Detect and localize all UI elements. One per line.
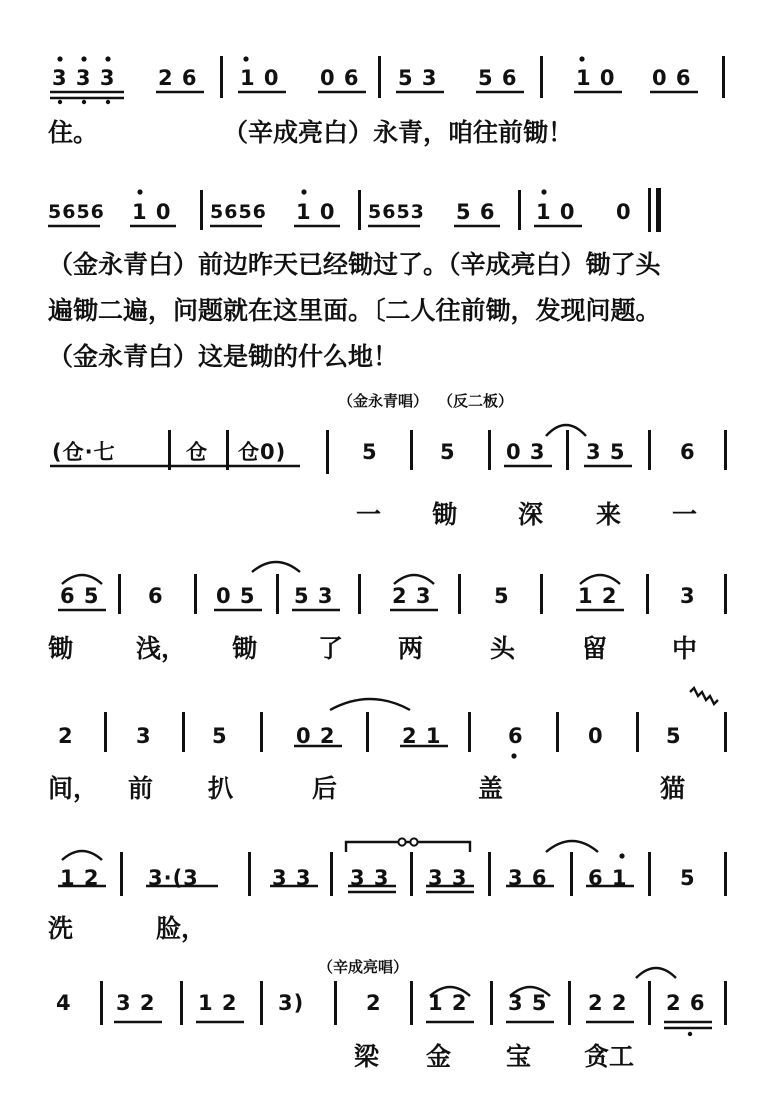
lyric-char: 脸， <box>156 914 207 943</box>
barline <box>358 574 361 614</box>
note-group: 1 0 <box>132 200 172 224</box>
note-group: (仓·七 <box>52 440 116 464</box>
note-group: 2 1 <box>402 724 442 748</box>
barline <box>648 981 651 1025</box>
note-group: 仓0) <box>238 440 287 464</box>
lyric-char: 梁 <box>354 1042 380 1071</box>
note-group: 0 6 <box>652 66 692 90</box>
barline <box>410 981 413 1025</box>
barline <box>566 430 569 470</box>
note-group: 6 5 <box>60 584 100 608</box>
note-group: 0 3 <box>506 440 546 464</box>
lyric-char: 来 <box>596 500 622 529</box>
note-group: 6 <box>680 440 696 464</box>
barline <box>646 574 649 614</box>
lyric-char: 头 <box>490 634 516 663</box>
barline <box>724 430 727 470</box>
dialogue-line-1: 住。 （辛成亮白）永青，咱往前锄！ <box>48 118 574 147</box>
barline <box>636 712 639 752</box>
note-group: 5653 <box>368 201 425 223</box>
barline <box>260 712 263 752</box>
note-group: 1 2 <box>578 584 618 608</box>
barline <box>276 574 279 614</box>
note-group: 2 6 <box>666 991 706 1015</box>
barline <box>724 852 727 896</box>
note-group: 1 0 <box>576 66 616 90</box>
note-group: 5 <box>212 724 228 748</box>
note-group: 5656 <box>210 201 267 223</box>
note-group: 5 <box>362 440 378 464</box>
barline <box>722 56 725 98</box>
singer-label-xin-chengliang: （辛成亮唱） <box>318 958 409 976</box>
barline <box>468 712 471 752</box>
note-group: 0 6 <box>320 66 360 90</box>
barline <box>334 981 337 1025</box>
lyric-char: 锄 <box>432 500 458 529</box>
barline <box>358 190 361 230</box>
note-group: 3 6 <box>508 866 548 890</box>
note-group: 5656 <box>48 201 105 223</box>
note-group: 3 3 3 <box>52 66 116 90</box>
barline <box>488 430 491 470</box>
note-group: 5 <box>680 866 696 890</box>
barline <box>648 852 651 896</box>
note-group: 6 <box>148 584 164 608</box>
note-group: 3 5 <box>586 440 626 464</box>
lyric-char: 中 <box>672 634 698 663</box>
notation-row-1 <box>0 50 772 120</box>
note-group: 2 <box>366 991 382 1015</box>
note-group: 0 5 <box>216 584 256 608</box>
note-group: 5 <box>440 440 456 464</box>
note-group: 1 0 <box>536 200 576 224</box>
note-group: 3 <box>136 724 152 748</box>
note-group: 0 <box>588 724 604 748</box>
lyric-char: 一 <box>672 500 698 529</box>
lyric-char: 后 <box>312 774 338 803</box>
barline <box>326 430 329 474</box>
lyric-char: 贪工 <box>584 1042 635 1071</box>
dialogue-line-2: （金永青白）前边昨天已经锄过了。（辛成亮白）锄了头 <box>48 250 661 279</box>
note-group: 5 <box>666 724 682 748</box>
barline <box>570 852 573 896</box>
lyric-char: 盖 <box>478 774 504 803</box>
note-group: 4 <box>56 991 72 1015</box>
lyric-char: 洗 <box>48 914 74 943</box>
note-group: 1 2 <box>428 991 468 1015</box>
note-group: 1 0 <box>240 66 280 90</box>
notation-row-2 <box>0 180 772 250</box>
barline <box>226 430 229 470</box>
note-group: 6 1 <box>588 866 628 890</box>
barline <box>104 712 107 752</box>
barline <box>568 981 571 1025</box>
note-group: 0 <box>616 200 632 224</box>
note-group: 3 3 <box>350 866 390 890</box>
barline <box>200 190 203 230</box>
note-group: 3 3 <box>428 866 468 890</box>
lyric-char: 宝 <box>506 1042 532 1071</box>
note-group: 3 3 <box>272 866 312 890</box>
barline <box>378 56 381 98</box>
note-group: 3 <box>680 584 696 608</box>
barline <box>260 981 263 1025</box>
lyric-char: 间， <box>48 774 99 803</box>
barline <box>458 574 461 614</box>
note-group: 3) <box>278 991 305 1015</box>
note-group: 仓 <box>186 440 208 464</box>
barline <box>220 56 223 98</box>
note-group: 2 2 <box>588 991 628 1015</box>
lyric-char: 金 <box>426 1042 452 1071</box>
barline <box>410 852 413 896</box>
barline <box>194 574 197 614</box>
note-group: 1 2 <box>198 991 238 1015</box>
note-group: 5 6 <box>456 200 496 224</box>
note-group: 2 3 <box>392 584 432 608</box>
notation-row-3 <box>0 420 772 490</box>
note-group: 0 2 <box>296 724 336 748</box>
notation-row-6 <box>0 830 772 900</box>
lyric-char: 一 <box>356 500 382 529</box>
lyric-char: 留 <box>582 634 608 663</box>
barline <box>540 574 543 614</box>
dialogue-line-3: 遍锄二遍，问题就在这里面。〔二人往前锄，发现问题。 <box>48 296 661 325</box>
barline <box>330 852 333 896</box>
lyric-char: 浅， <box>136 634 187 663</box>
barline <box>540 56 543 98</box>
barline <box>724 712 727 752</box>
final-barline <box>656 188 661 232</box>
barline <box>180 981 183 1025</box>
lyric-char: 锄 <box>232 634 258 663</box>
note-group: 5 3 <box>294 584 334 608</box>
lyric-char: 了 <box>318 634 344 663</box>
note-group: 2 6 <box>158 66 198 90</box>
singer-label-jin-yongqing: （金永青唱） <box>338 392 429 410</box>
lyric-char: 两 <box>398 634 424 663</box>
notation-row-7 <box>0 975 772 1045</box>
barline <box>724 981 727 1025</box>
barline <box>648 188 651 232</box>
barline <box>490 981 493 1025</box>
barline <box>182 712 185 752</box>
barline <box>100 981 103 1025</box>
note-group: 5 <box>494 584 510 608</box>
note-group: 3 2 <box>116 991 156 1015</box>
barline <box>248 852 251 896</box>
barline <box>518 190 521 230</box>
barline <box>488 852 491 896</box>
barline <box>724 574 727 614</box>
notation-row-5 <box>0 694 772 764</box>
note-group: 3·(3 <box>148 866 199 890</box>
barline <box>648 430 651 470</box>
note-group: 5 3 <box>398 66 438 90</box>
note-group: 1 0 <box>296 200 336 224</box>
barline <box>120 852 123 896</box>
note-group: 6 <box>508 724 524 748</box>
barline <box>556 712 559 752</box>
note-group: 1 2 <box>60 866 100 890</box>
lyric-char: 猫 <box>660 774 686 803</box>
lyric-char: 锄 <box>48 634 74 663</box>
dialogue-line-4: （金永青白）这是锄的什么地！ <box>48 342 399 371</box>
tune-label-fanerban: （反二板） <box>438 392 514 410</box>
barline <box>410 430 413 470</box>
lyric-char: 深 <box>518 500 544 529</box>
lyric-char: 扒 <box>208 774 234 803</box>
notation-row-4 <box>0 560 772 630</box>
note-group: 3 5 <box>508 991 548 1015</box>
barline <box>366 712 369 752</box>
barline <box>168 430 171 470</box>
lyric-char: 前 <box>128 774 154 803</box>
barline <box>118 574 121 614</box>
note-group: 2 <box>58 724 74 748</box>
note-group: 5 6 <box>478 66 518 90</box>
